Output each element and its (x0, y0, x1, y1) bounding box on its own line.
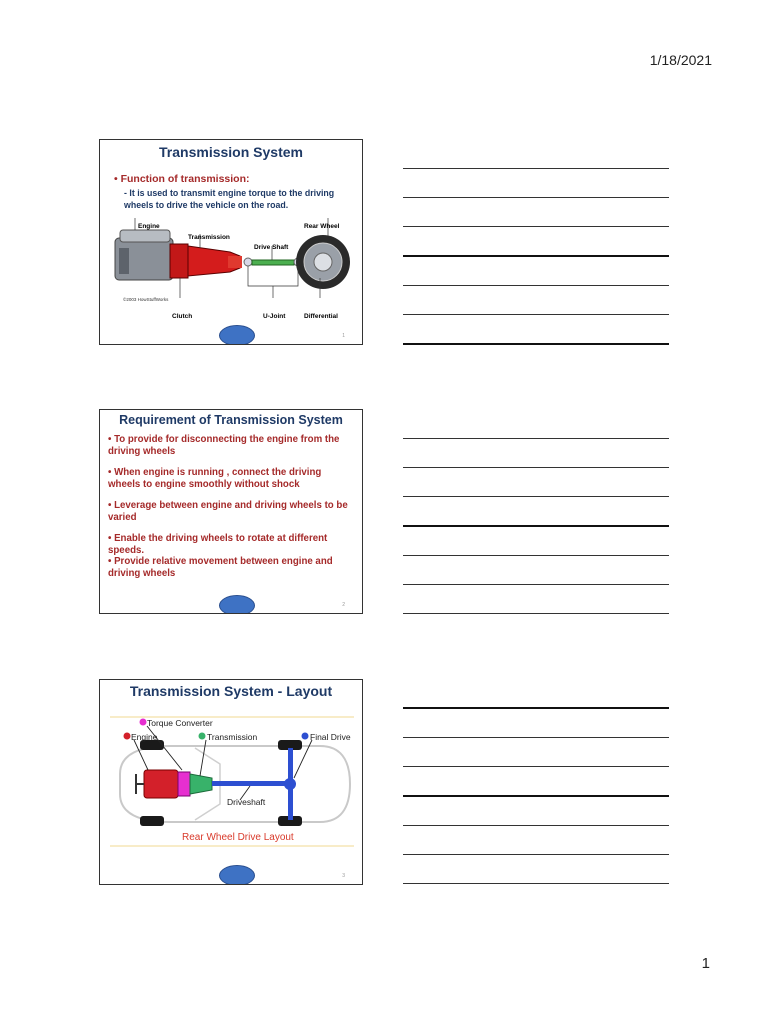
note-line (403, 737, 669, 738)
differential-hub (314, 253, 332, 271)
label-transmission: Transmission (207, 732, 258, 742)
note-line (403, 467, 669, 468)
note-line (403, 584, 669, 585)
note-line (403, 825, 669, 826)
label-drive-shaft: Drive Shaft (254, 244, 289, 251)
wheel-front-right (140, 816, 164, 826)
clutch-housing (170, 244, 188, 278)
slide-1-bullet: • Function of transmission: (114, 173, 250, 185)
note-line (403, 314, 669, 315)
slide-3 (99, 679, 363, 885)
label-differential: Differential (304, 313, 338, 320)
slide-2-bullet-1: • To provide for disconnecting the engine from the driving wheels (108, 434, 340, 457)
slide-2-number: 2 (342, 602, 345, 608)
note-line (403, 525, 669, 527)
note-line (403, 707, 669, 709)
slide-1-title: Transmission System (159, 144, 303, 160)
note-line (403, 438, 669, 439)
drive-shaft (252, 260, 294, 265)
slide-2-bullet-2: • When engine is running , connect the driving wheels to engine smoothly without shock (108, 467, 322, 490)
label-driveshaft: Driveshaft (227, 797, 266, 807)
drivetrain-figure (100, 218, 363, 326)
slide-3-number: 3 (342, 873, 345, 879)
final-drive (284, 778, 296, 790)
label-u-joint: U-Joint (263, 313, 286, 320)
note-line (403, 226, 669, 227)
note-line (403, 343, 669, 345)
note-line (403, 496, 669, 497)
torque-converter (178, 772, 190, 796)
note-line (403, 795, 669, 797)
slide-1-sub-bullet: - It is used to transmit engine torque to the driving wheels to drive the vehicle on the road. (124, 188, 335, 210)
slide-3-title: Transmission System - Layout (129, 683, 333, 699)
engine-block (144, 770, 178, 798)
slide-1-nav-oval (219, 325, 255, 345)
slide-2-title: Requirement of Transmission System (119, 413, 343, 427)
print-date: 1/18/2021 (649, 52, 712, 68)
note-line (403, 883, 669, 884)
label-engine: Engine (131, 732, 158, 742)
note-line (403, 555, 669, 556)
slide-2-bullet-4: • Enable the driving wheels to rotate at different speeds. (108, 533, 328, 556)
slide-1 (99, 139, 363, 345)
slide-2-nav-oval (219, 595, 255, 614)
note-line (403, 197, 669, 198)
u-joint-front (244, 258, 252, 266)
driveshaft (212, 781, 286, 786)
note-line (403, 854, 669, 855)
figure-caption: Rear Wheel Drive Layout (182, 832, 294, 843)
label-rear-wheel: Rear Wheel (304, 223, 340, 230)
note-line (403, 766, 669, 767)
label-final-drive: Final Drive (310, 732, 351, 742)
note-line (403, 285, 669, 286)
label-engine: Engine (138, 223, 160, 230)
slide-1-number: 1 (342, 333, 345, 339)
note-line (403, 255, 669, 257)
transmission-case (190, 774, 212, 794)
note-line (403, 613, 669, 614)
slide-2-bullet-5: • Provide relative movement between engine and driving wheels (108, 556, 333, 579)
page-number: 1 (701, 955, 710, 972)
note-line (403, 168, 669, 169)
label-transmission: Transmission (188, 234, 230, 241)
slide-2-bullet-3: • Leverage between engine and driving wheels to be varied (108, 500, 348, 523)
label-copyright: ©2003 HowStuffWorks (123, 297, 169, 302)
label-torque-converter: Torque Converter (147, 718, 213, 728)
slide-2 (99, 409, 363, 614)
slide-3-nav-oval (219, 865, 255, 885)
label-clutch: Clutch (172, 313, 193, 320)
